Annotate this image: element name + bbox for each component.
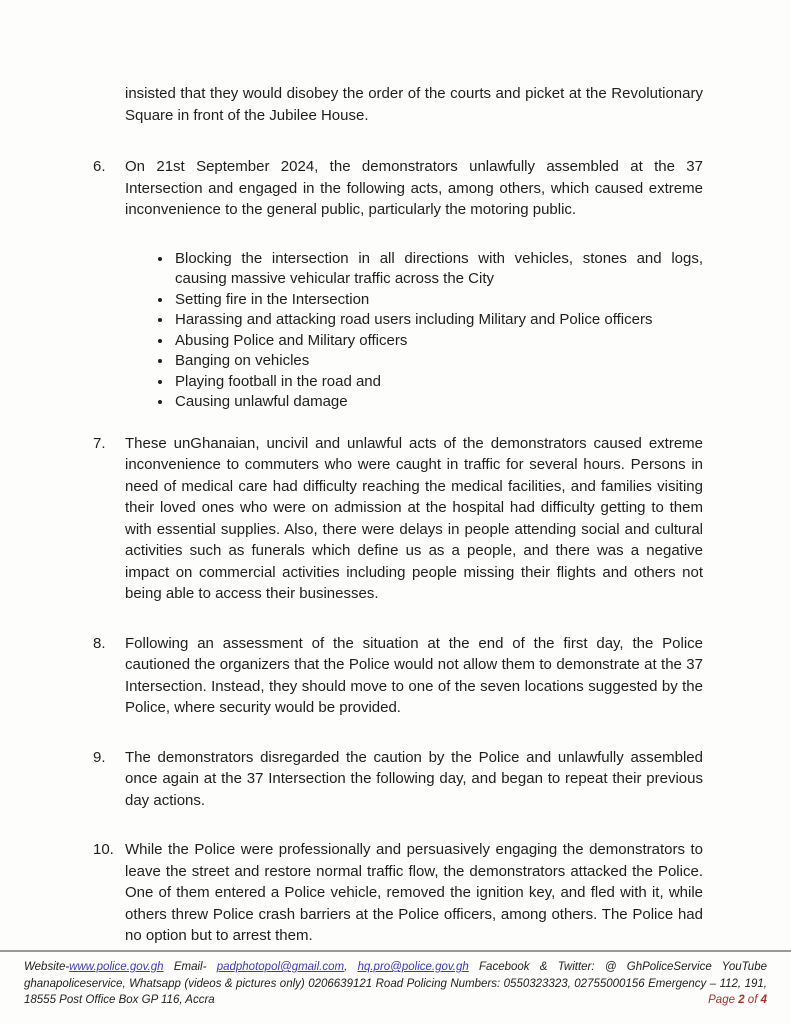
footer-line-3: [24, 992, 767, 1009]
paragraph-8: [93, 633, 703, 719]
footer-line-1: [24, 959, 767, 976]
postal-address: 18555 Post Office Box GP 116, Accra: [24, 994, 215, 1006]
bullet-list: [93, 249, 703, 413]
paragraph-9: [93, 747, 703, 812]
paragraph-7-text: These unGhanaian, uncivil and unlawful acts of the demonstrators caused extreme inconvenience to commuters who were caught in traffic for several hours. Persons in need of medical care had difficulty reaching the medical facilities, and families visiting their loved ones who were on admission at the hospital had difficulty getting to them with essential supplies. Also, there were delays in people attending social and cultural activities such as funerals which define us as a people, and there was a negative impact on commercial activities including people missing their flights and others not being able to access their businesses.: [125, 434, 703, 602]
social-handles-text: Facebook & Twitter: @ GhPoliceService YouTube: [479, 961, 767, 973]
page-label: Page: [708, 994, 735, 1006]
paragraph-7-number: 7.: [93, 434, 106, 452]
page-footer: [0, 950, 791, 1009]
bullet-item-3: • Harassing and attacking road users including Military and Police officers: [173, 310, 703, 331]
page-indicator: [708, 992, 767, 1009]
document-body: [93, 83, 703, 975]
paragraph-10-number: 10.: [93, 841, 114, 858]
bullet-item-6: • Playing football in the road and: [173, 372, 703, 393]
paragraph-7: [93, 433, 703, 605]
paragraph-9-number: 9.: [93, 748, 106, 766]
email-separator: ,: [344, 961, 348, 973]
bullet-item-7: • Causing unlawful damage: [173, 392, 703, 413]
website-link[interactable]: www.police.gov.gh: [69, 961, 164, 973]
bullet-item-2: • Setting fire in the Intersection: [173, 290, 703, 311]
paragraph-8-text: Following an assessment of the situation at the end of the first day, the Police cautioned the organizers that the Police would not allow them to demonstrate at the 37 Intersection. Instead, they should move to one of the seven locations suggested by the Police, where security would be provided.: [125, 634, 703, 716]
page-total: 4: [760, 994, 767, 1006]
bullet-item-1: • Blocking the intersection in all directions with vehicles, stones and logs, causing massive vehicular traffic across the City: [173, 249, 703, 290]
paragraph-8-number: 8.: [93, 634, 106, 652]
intro-paragraph-text: insisted that they would disobey the order of the courts and picket at the Revolutionary Square in front of the Jubilee House.: [125, 85, 703, 124]
paragraph-10-text: While the Police were professionally and persuasively engaging the demonstrators to leave the street and restore normal traffic flow, the demonstrators attacked the Police. One of them entered a Police vehicle, removed the ignition key, and fled with it, while others threw Police crash barriers at the Police officers, among others. The Police had no option but to arrest them.: [125, 841, 703, 944]
paragraph-6-text: On 21st September 2024, the demonstrators unlawfully assembled at the 37 Intersection and engaged in the following acts, among others, which caused extreme inconvenience to the general public, particularly the motoring public.: [125, 158, 703, 218]
footer-text: [0, 952, 791, 1009]
page-current: 2: [738, 994, 745, 1006]
paragraph-10: [93, 839, 703, 947]
bullet-item-4: • Abusing Police and Military officers: [173, 331, 703, 352]
paragraph-number-spacer: [93, 83, 125, 126]
website-label: Website-: [24, 961, 70, 973]
footer-line-2: ghanapoliceservice, Whatsapp (videos & pictures only) 0206639121 Road Policing Numbers: 0550323323, 02755000156 Emergency – 112, 191,: [24, 977, 767, 990]
email-label: Email-: [173, 961, 207, 973]
email-link-1[interactable]: padphotopol@gmail.com: [216, 961, 345, 973]
paragraph-9-text: The demonstrators disregarded the caution by the Police and unlawfully assembled once again at the 37 Intersection the following day, and began to repeat their previous day actions.: [125, 748, 703, 809]
email-link-2[interactable]: hq.pro@police.gov.gh: [357, 961, 469, 973]
bullet-item-5: • Banging on vehicles: [173, 351, 703, 372]
intro-paragraph: [93, 83, 703, 126]
paragraph-6: [93, 156, 703, 221]
page-of-label: of: [747, 994, 758, 1006]
paragraph-6-number: 6.: [93, 158, 106, 175]
